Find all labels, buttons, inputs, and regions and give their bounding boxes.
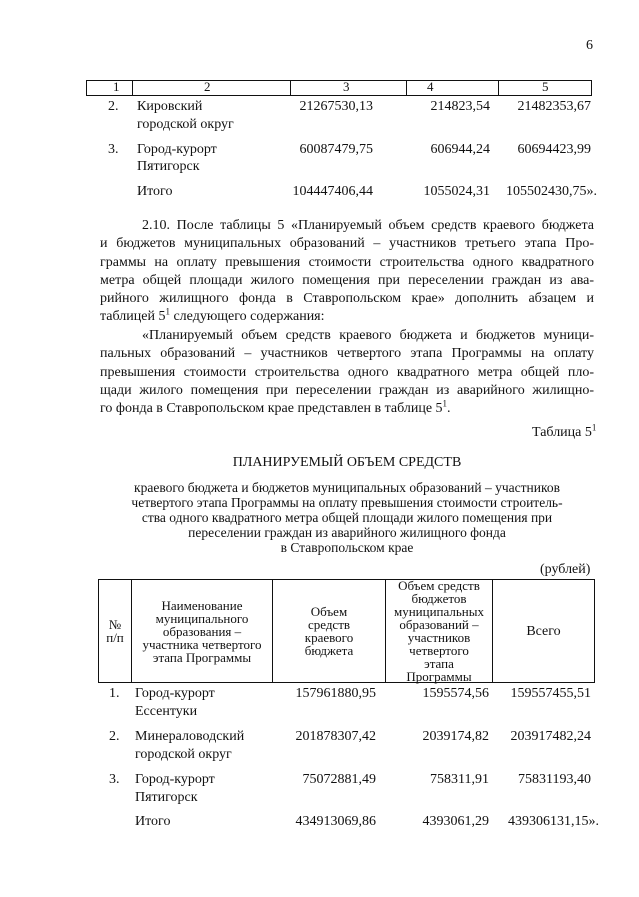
subtitle-line: ства одного квадратного метра общей площади жилого помещения при [141,510,553,525]
municipal-budget-value: 2039174,82 [422,729,489,744]
header-text: бюджетов [411,591,467,606]
header-text: бюджета [304,643,354,658]
header-text: Программы [406,669,472,684]
table1-divider [406,80,407,96]
municipality-name: Минераловодский [135,729,245,744]
superscript: 1 [442,398,448,409]
header-text: Объем средств [398,578,480,593]
table-caption-text: Таблица 5 [532,425,592,440]
municipal-budget-value: 1595574,56 [422,686,489,701]
header-text: п/п [106,630,124,645]
municipality-name: Пятигорск [137,159,200,174]
paragraph-line [100,400,594,418]
header-text: образований – [399,617,479,632]
municipality-name: Город-курорт [137,142,217,157]
header-text: четвертого [409,643,469,658]
paragraph-line: граммы на оплату превышения стоимости строительства одного квадратного [100,254,594,270]
header-municipality [132,580,272,682]
regional-budget-value: 157961880,95 [295,686,376,701]
paragraph-quote [100,327,594,418]
total-value: 21482353,67 [517,99,591,114]
paragraph-line: превышения стоимости строительства одного квадратного метра общей пло- [100,364,594,380]
table1-header-1: 1 [113,79,120,94]
municipality-name: Пятигорск [135,790,198,805]
header-number [99,580,131,682]
paragraph-line: пальных образований – участников четвертого этапа Программы на оплату [100,346,594,362]
row-number: 2. [108,99,119,114]
municipal-budget-value: 606944,24 [430,142,490,157]
municipal-budget-value: 758311,91 [430,772,489,787]
header-text: образования – [162,623,242,639]
superscript: 1 [165,306,170,317]
superscript: 1 [591,422,597,433]
table1-header-row [86,80,592,96]
units-label: (рублей) [540,562,591,577]
table1-divider [290,80,291,96]
table2-header [98,579,595,683]
grand-total: 439306131,15». [508,814,599,829]
subtitle-line: четвертого этапа Программы на оплату превышения стоимости строитель- [131,495,563,510]
regional-budget-value: 21267530,13 [299,99,373,114]
total-value: 60694423,99 [517,142,591,157]
row-number: 2. [109,729,120,744]
header-text: муниципальных [393,604,484,619]
header-text: этапа Программы [152,649,252,665]
document-subtitle [100,480,594,555]
municipality-name: Кировский [137,99,203,114]
header-text: № [108,617,122,632]
municipality-name: городской округ [137,117,234,132]
paragraph-text: таблицей 5 [100,309,166,325]
total-label: Итого [135,814,171,829]
header-text: муниципального [155,610,249,626]
header-text: средств [307,617,351,632]
municipality-name: городской округ [135,747,232,762]
document-title: ПЛАНИРУЕМЫЙ ОБЪЕМ СРЕДСТВ [232,455,462,470]
header-text: этапа [424,656,454,671]
paragraph-text: следующего содержания: [169,309,325,325]
table1-header-4: 4 [427,79,434,94]
row-number: 3. [109,772,120,787]
regional-budget-value: 201878307,42 [295,729,376,744]
table1-header-3: 3 [343,79,350,94]
municipal-budget-total: 1055024,31 [423,184,490,199]
municipal-budget-value: 214823,54 [430,99,490,114]
municipality-name: Город-курорт [135,686,215,701]
paragraph-line: щади жилого помещения при переселении граждан из аварийного жилищно- [100,382,594,398]
header-text: участников [407,630,471,645]
paragraph-line: и бюджетов муниципальных образований – участников третьего этапа Про- [100,236,594,252]
header-total: Всего [526,623,561,639]
paragraph-line: метра общей площади жилого помещения при переселении граждан из ава- [100,272,594,288]
paragraph-line: рийного жилищного фонда в Ставропольском крае» дополнить абзацем и [100,291,594,307]
table1-divider [132,80,133,96]
header-municipal-budget [386,580,492,682]
page-number: 6 [586,38,593,53]
header-text: краевого [304,630,354,645]
paragraph-line: «Планируемый объем средств краевого бюджета и бюджетов муници- [142,328,594,343]
row-number: 3. [108,142,119,157]
header-text: участника четвертого [142,636,262,652]
paragraph-line [100,308,594,326]
table1-header-5: 5 [542,79,549,94]
municipal-budget-total: 4393061,29 [422,814,489,829]
grand-total: 105502430,75». [506,184,597,199]
total-value: 159557455,51 [510,686,591,701]
regional-budget-total: 434913069,86 [295,814,376,829]
regional-budget-total: 104447406,44 [292,184,373,199]
paragraph-text: . [447,401,451,417]
paragraph-2-10 [100,217,594,327]
header-text: Объем [310,604,348,619]
paragraph-text: го фонда в Ставропольском крае представлен в таблице 5 [100,401,443,417]
header-regional-budget [273,580,385,682]
table1-header-2: 2 [204,79,211,94]
total-value: 75831193,40 [518,772,591,787]
subtitle-line: переселении граждан из аварийного жилищного фонда [188,525,506,540]
municipality-name: Ессентуки [135,704,198,719]
total-label: Итого [137,184,173,199]
subtitle-line: краевого бюджета и бюджетов муниципальных образований – участников [134,480,560,495]
regional-budget-value: 60087479,75 [299,142,373,157]
header-text: Наименование [161,597,243,613]
row-number: 1. [109,686,120,701]
paragraph-line: 2.10. После таблицы 5 «Планируемый объем средств краевого бюджета [142,218,594,233]
subtitle-line: в Ставропольском крае [280,540,414,555]
total-value: 203917482,24 [510,729,591,744]
municipality-name: Город-курорт [135,772,215,787]
table1-divider [498,80,499,96]
regional-budget-value: 75072881,49 [302,772,376,787]
table-caption [532,422,597,441]
